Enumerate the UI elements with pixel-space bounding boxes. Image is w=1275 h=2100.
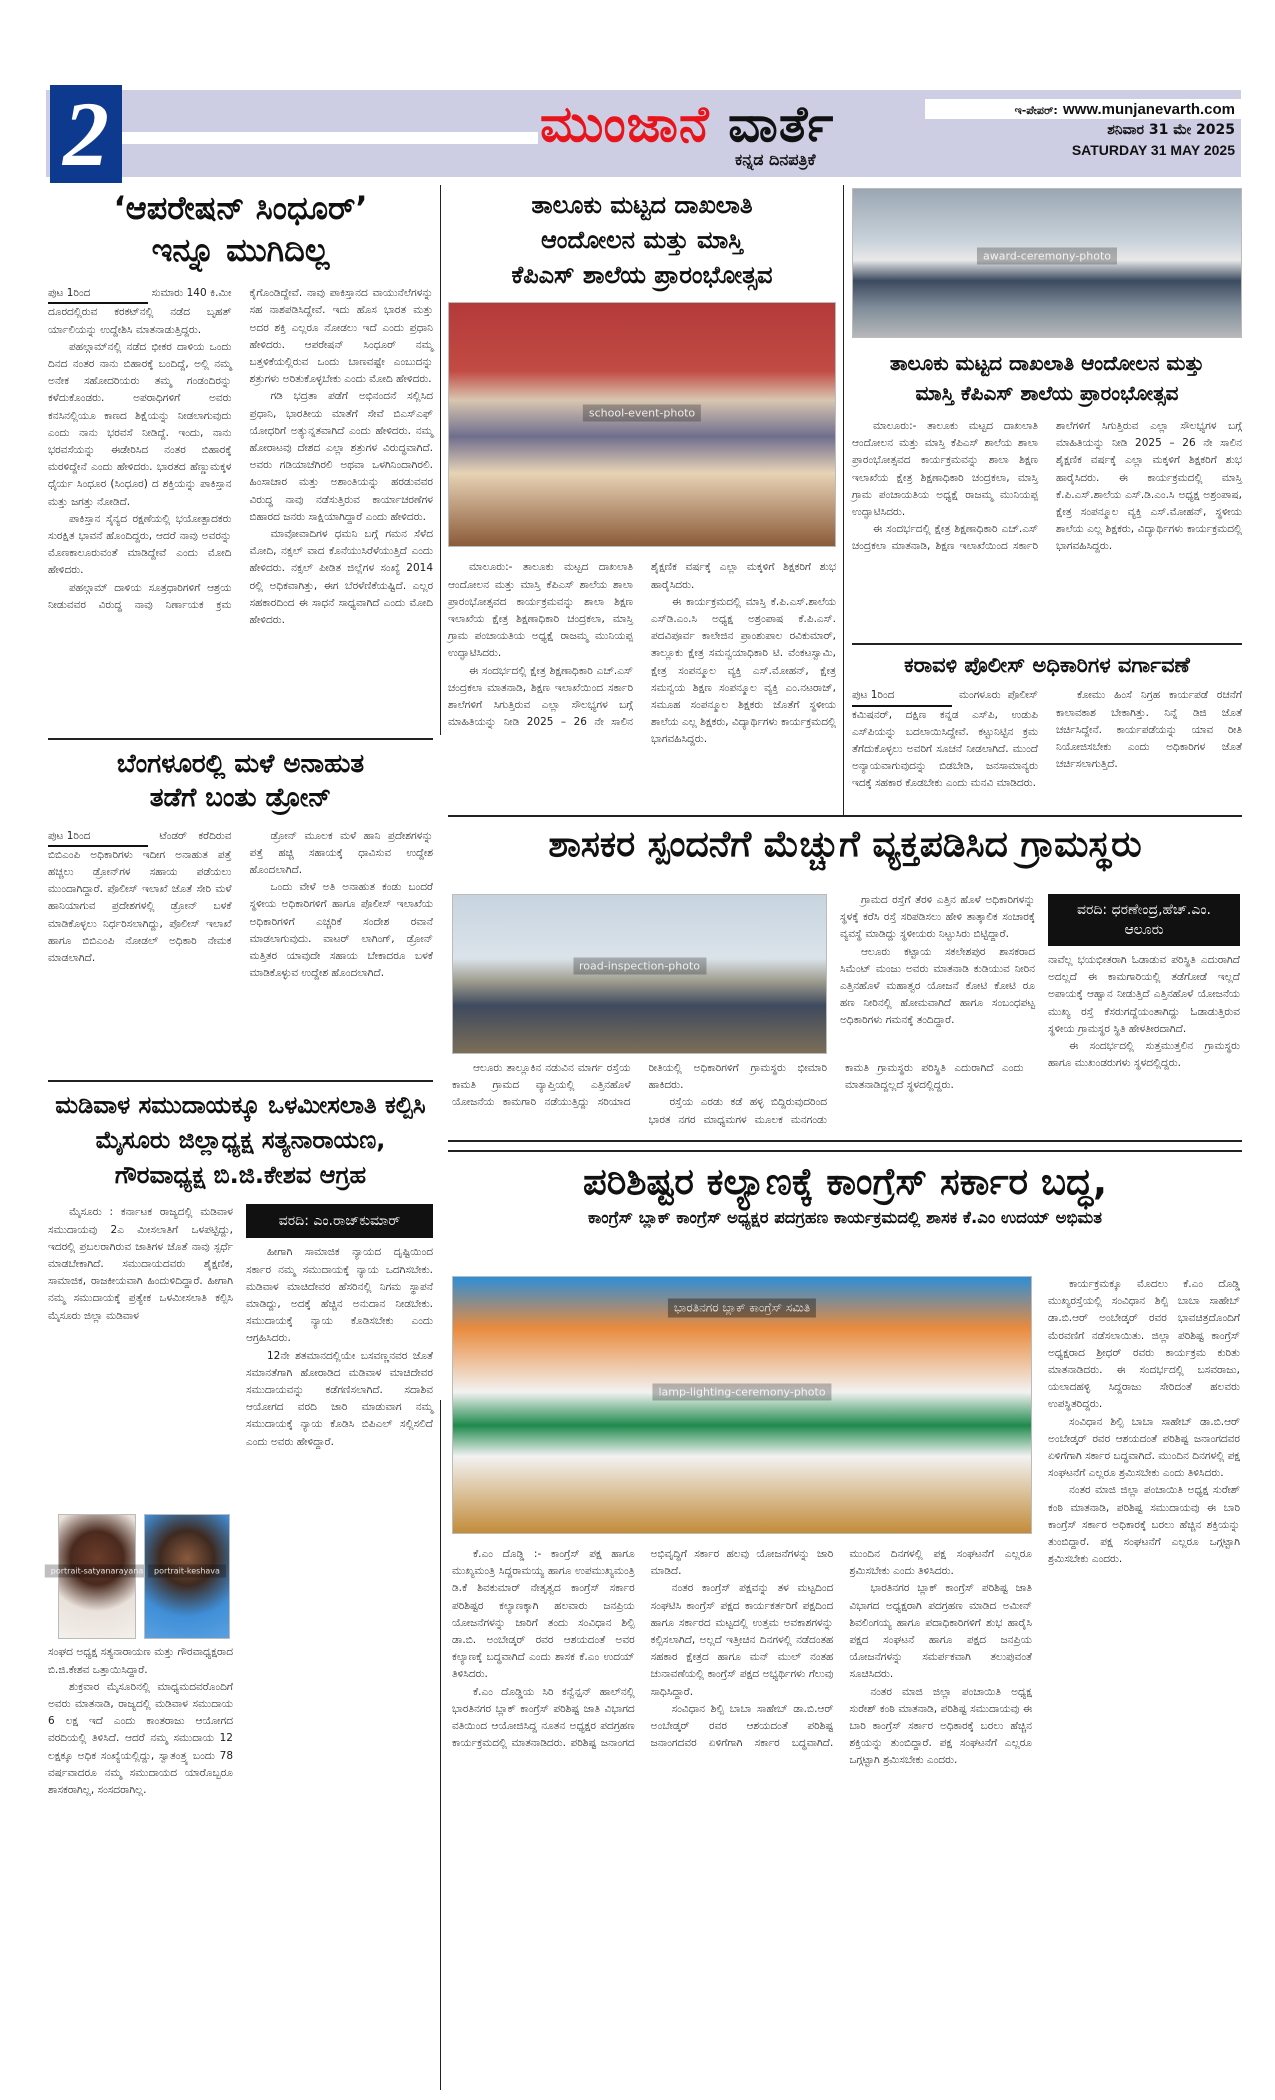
paragraph: ನಂತರ ಕಾಂಗ್ರೆಸ್ ಪಕ್ಷವನ್ನು ತಳ ಮಟ್ಟದಿಂದ ಸಂಘಟಿಸಿ ಕಾಂಗ್ರೆಸ್ ಪಕ್ಷದ ಕಾರ್ಯಕರ್ತರಿಗೆ ಪಕ್ಷದಿಂದ ಹಾಗೂ ಸರ್ಕಾರದ ಮಟ್ಟದಲ್ಲಿ ಉತ್ತಮ ಅವಕಾಶಗಳನ್ನು ಕಲ್ಪಿಸಲಾಗಿದೆ, ಅಲ್ಲದೆ ಇತ್ತೀಚಿನ ದಿನಗಳಲ್ಲಿ ನಡೆದಂತಹ ಸಹಕಾರ ಕ್ಷೇತ್ರದ ಹಾಗೂ ಮನ್ ಮುಲ್ ನಂತಹ ಚುನಾವಣೆಯಲ್ಲಿ ಕಾಂಗ್ರೆಸ್ ಪಕ್ಷದ ಅಭ್ಯರ್ಥಿಗಳು ಗೆಲುವು ಸಾಧಿಸಿದ್ದಾರೆ. bbox=[650, 1582, 834, 1698]
lamp-lighting-ceremony-photo bbox=[452, 1276, 1032, 1534]
byline bbox=[1048, 894, 1240, 946]
paragraph: ಹೀಗಾಗಿ ಸಾಮಾಜಿಕ ನ್ಯಾಯದ ದೃಷ್ಟಿಯಿಂದ ಸರ್ಕಾರ ನಮ್ಮ ಸಮುದಾಯಕ್ಕೆ ನ್ಯಾಯ ಒದಗಿಸಬೇಕು. ಮಡಿವಾಳ ಮಾಚಿದೇವರ ಹೆಸರಿನಲ್ಲಿ ನಿಗಮ ಸ್ಥಾಪನೆ ಮಾಡಿದ್ದು, ಅದಕ್ಕೆ ಹೆಚ್ಚಿನ ಅನುದಾನ ನೀಡಬೇಕು. ಸಮುದಾಯಕ್ಕೆ ನ್ಯಾಯ ಕೊಡಿಸಬೇಕು ಎಂದು ಆಗ್ರಹಿಸಿದರು. bbox=[246, 1246, 433, 1345]
article-body-col4 bbox=[1048, 952, 1240, 1130]
epaper-label: ಇ-ಪೇಪರ್: bbox=[1014, 104, 1058, 117]
headline bbox=[448, 188, 836, 292]
paragraph: ಆಲೂರು ತಾಲ್ಲೂಕಿನ ನಡುವಿನ ಮಾರ್ಗ ರಸ್ತೆಯ ಕಾಮತಿ ಗ್ರಾಮದ ವ್ಯಾಪ್ತಿಯಲ್ಲಿ ಎತ್ತಿನಹೊಳೆ ಯೋಜನೆಯ ಕಾಮಗಾರಿ ನಡೆಯುತ್ತಿದ್ದು ಸರಿಯಾದ ರೀತಿಯಲ್ಲಿ ಅಧಿಕಾರಿಗಳಿಗೆ ಗ್ರಾಮಸ್ಥರು ಭೀಮಾರಿ ಹಾಕಿದರು. bbox=[452, 1062, 827, 1109]
article-body bbox=[48, 828, 433, 1053]
epaper-link[interactable] bbox=[925, 99, 1241, 119]
headline bbox=[852, 348, 1242, 408]
headline bbox=[48, 748, 433, 816]
article-body-below-photo bbox=[452, 1060, 1024, 1130]
paragraph: ಒಂದು ವೇಳೆ ಅತಿ ಅನಾಹುತ ಕಂಡು ಬಂದರೆ ಸ್ಥಳೀಯ ಅಧಿಕಾರಿಗಳಿಗೆ ಹಾಗೂ ಪೊಲೀಸ್ ಇಲಾಖೆಯ ಅಧಿಕಾರಿಗಳಿಗೆ ಎಚ್ಚರಿಕೆ ಸಂದೇಶ ರವಾನೆ ಮಾಡಲಾಗುವುದು. ವಾಟರ್ ಲಾಗಿಂಗ್, ಡ್ರೋನ್ ಮತ್ತಿತರ ಯಾವುದೇ ಸಹಾಯ ಬೇಕಾದರೂ ಬಳಕೆ ಮಾಡಿಕೊಳ್ಳುವ ಉದ್ದೇಶ ಹೊಂದಲಾಗಿದೆ. bbox=[249, 881, 433, 980]
paragraph: ಮೈಸೂರು : ಕರ್ನಾಟಕ ರಾಜ್ಯದಲ್ಲಿ ಮಡಿವಾಳ ಸಮುದಾಯವು 2ಎ ಮೀಸಲಾತಿಗೆ ಒಳಪಟ್ಟಿದ್ದು, ಇದರಲ್ಲಿ ಪ್ರಬಲರಾಗಿರುವ ಜಾತಿಗಳ ಜೊತೆ ನಾವು ಸ್ಪರ್ಧೆ ಮಾಡಬೇಕಾಗಿದೆ. ಸಮುದಾಯದವರು ಶೈಕ್ಷಣಿಕ, ಸಾಮಾಜಿಕ, ರಾಜಕೀಯವಾಗಿ ಹಿಂದುಳಿದಿದ್ದಾರೆ. ಹೀಗಾಗಿ ನಮ್ಮ ಸಮುದಾಯಕ್ಕೆ ಪ್ರತ್ಯೇಕ ಒಳಮೀಸಲಾತಿ ಕಲ್ಪಿಸಿ ಮೈಸೂರು ಜಿಲ್ಲಾ ಮಡಿವಾಳ bbox=[48, 1206, 233, 1322]
section-rule bbox=[48, 738, 433, 740]
article-body bbox=[852, 687, 1242, 807]
article-body-col2 bbox=[246, 1244, 433, 2064]
article-body bbox=[448, 559, 836, 804]
headline: ಕರಾವಳಿ ಪೊಲೀಸ್ ಅಧಿಕಾರಿಗಳ ವರ್ಗಾವಣೆ bbox=[904, 653, 1190, 677]
headline-line: ಕೆಪಿಎಸ್ ಶಾಲೆಯ ಪ್ರಾರಂಭೋತ್ಸವ bbox=[511, 260, 773, 289]
paragraph: ಕೋಮು ಹಿಂಸೆ ನಿಗ್ರಹ ಕಾರ್ಯಪಡೆ ರಚನೆಗೆ ಕಾಲಾವಕಾಶ ಬೇಕಾಗಿತ್ತು. ನಿನ್ನೆ ಡಿಜಿ ಜೊತೆ ಚರ್ಚಿಸಿದ್ದೇನೆ. ಕಾರ್ಯಪಡೆಯನ್ನು ಯಾವ ರೀತಿ ನಿಯೋಜಿಸಬೇಕು ಎಂದು ಅಧಿಕಾರಿಗಳ ಜೊತೆ ಚರ್ಚಿಸಲಾಗುತ್ತಿದೆ. bbox=[1056, 689, 1242, 771]
tagline: ಕನ್ನಡ ದಿನಪತ್ರಿಕೆ bbox=[735, 150, 816, 169]
paragraph: ಕೆ.ಎಂ ದೊಡ್ಡಿಯ ಸಿರಿ ಕನ್ವೆನ್ಷನ್ ಹಾಲ್‌ನಲ್ಲಿ ಭಾರತಿನಗರ ಬ್ಲಾಕ್ ಕಾಂಗ್ರೆಸ್ ಪರಿಶಿಷ್ಟ ಜಾತಿ ವಿಭಾಗದ ವತಿಯಿಂದ ಆಯೋಜಿಸಿದ್ದ ನೂತನ ಅಧ್ಯಕ್ಷರ ಪದಗ್ರಹಣ ಕಾರ್ಯಕ್ರಮದಲ್ಲಿ ಮಾತನಾಡಿದರು. ಪರಿಶಿಷ್ಟ ಜನಾಂಗದ ಅಭಿವೃದ್ಧಿಗೆ ಸರ್ಕಾರ ಹಲವು ಯೋಜನೆಗಳನ್ನು ಜಾರಿ ಮಾಡಿದೆ. bbox=[452, 1548, 834, 1750]
paragraph: ಈ ಸಂದರ್ಭದಲ್ಲಿ ಕ್ಷೇತ್ರ ಶಿಕ್ಷಣಾಧಿಕಾರಿ ಎಚ್.ಎಸ್ ಚಂದ್ರಕಲಾ ಮಾತನಾಡಿ, ಶಿಕ್ಷಣ ಇಲಾಖೆಯಿಂದ ಸರ್ಕಾರಿ ಶಾಲೆಗಳಿಗೆ ಸಿಗುತ್ತಿರುವ ಎಲ್ಲಾ ಸೌಲಭ್ಯಗಳ ಬಗ್ಗೆ ಮಾಹಿತಿಯನ್ನು ನೀಡಿ 2025 – 26 ನೇ ಸಾಲಿನ ಶೈಕ್ಷಣಿಕ ವರ್ಷಕ್ಕೆ ಎಲ್ಲಾ ಮಕ್ಕಳಿಗೆ ಶಿಕ್ಷಕರಿಗೆ ಶುಭ ಹಾರೈಸಿದರು. bbox=[448, 561, 836, 729]
headline-line: ತಾಲೂಕು ಮಟ್ಟದ ದಾಖಲಾತಿ ಆಂದೋಲನ ಮತ್ತು bbox=[889, 351, 1205, 375]
headline bbox=[48, 1088, 433, 1192]
paragraph: ಪಹಲ್ಗಾಮ್ ದಾಳಿಯ ಸೂತ್ರಧಾರಿಗಳಿಗೆ ಆಶ್ರಯ ನೀಡುವವರ ವಿರುದ್ಧ ನಾವು ನಿರ್ಣಾಯಕ ಕ್ರಮ ಕೈಗೊಂಡಿದ್ದೇವೆ. ನಾವು ಪಾಕಿಸ್ತಾನದ ವಾಯುನೆಲೆಗಳನ್ನು ಸಹ ನಾಶಪಡಿಸಿದ್ದೇವೆ. ಇದು ಹೊಸ ಭಾರತ ಮತ್ತು ಅದರ ಶಕ್ತಿ ಎಲ್ಲರೂ ನೋಡಲು ಇದೆ ಎಂದು ಪ್ರಧಾನಿ ಹೇಳಿದರು. ಆಪರೇಷನ್ ಸಿಂಧೂರ್ ನಮ್ಮ ಬತ್ತಳಿಕೆಯಲ್ಲಿರುವ ಒಂದು ಬಾಣವಷ್ಟೇ ಎಂಬುದನ್ನು ಶತ್ರುಗಳು ಅರಿತುಕೊಳ್ಳಬೇಕು ಎಂದು ಮೋದಿ ಹೇಳಿದರು. bbox=[48, 287, 433, 611]
article-congress bbox=[448, 1158, 1242, 2093]
paragraph: ಪಾಕಿಸ್ತಾನ ಸೈನ್ಯದ ರಕ್ಷಣೆಯಲ್ಲಿ ಭಯೋತ್ಪಾದಕರು ಸುರಕ್ಷಿತ ಭಾವನೆ ಹೊಂದಿದ್ದರು, ಆದರೆ ನಾವು ಅವರನ್ನು ಮೊಣಕಾಲೂರುವಂತೆ ಮಾಡಿದ್ದೇವೆ ಎಂದು ಮೋದಿ ಹೇಳಿದರು. bbox=[48, 512, 232, 577]
article-operation-sindoor bbox=[48, 188, 433, 733]
article-villagers-appreciation bbox=[448, 822, 1242, 1132]
photo-alt: portrait-keshava bbox=[148, 1564, 226, 1577]
section-rule bbox=[448, 815, 1242, 817]
article-police-transfer bbox=[852, 652, 1242, 812]
paragraph: ಮಾವೋವಾದಿಗಳ ಧಮನಿ ಬಗ್ಗೆ ಗಮನ ಸೆಳೆದ ಮೋದಿ, ನಕ್ಸಲ್ ವಾದ ಕೊನೆಯುಸಿರೆಳೆಯುತ್ತಿದೆ ಎಂದು ಹೇಳಿದರು. ನಕ್ಸಲ್ ಪೀಡಿತ ಜಿಲ್ಲೆಗಳ ಸಂಖ್ಯೆ 2014 ರಲ್ಲಿ ಅಧಿಕವಾಗಿತ್ತು, ಈಗ ಬೆರಳೆಣಿಕೆಯಷ್ಟಿದೆ. ಎಲ್ಲರ ಸಹಕಾರದಿಂದ ಈ ಸಾಧನೆ ಸಾಧ್ಯವಾಗಿದೆ ಎಂದು ಮೋದಿ ಹೇಳಿದರು. bbox=[249, 528, 433, 627]
continued-from: ಪುಟ 1ರಿಂದ bbox=[48, 285, 148, 304]
paragraph: ಮಾಲೂರು:- ತಾಲೂಕು ಮಟ್ಟದ ದಾಖಲಾತಿ ಆಂದೋಲನ ಮತ್ತು ಮಾಸ್ತಿ ಕೆಪಿಎಸ್ ಶಾಲೆಯ ಶಾಲಾ ಪ್ರಾರಂಭೋತ್ಸವದ ಕಾರ್ಯಕ್ರಮವನ್ನು ಶಾಲಾ ಶಿಕ್ಷಣ ಇಲಾಖೆಯ ಕ್ಷೇತ್ರ ಶಿಕ್ಷಣಾಧಿಕಾರಿ ಚಂದ್ರಕಲಾ, ಮಾಸ್ತಿ ಗ್ರಾಮ ಪಂಚಾಯತಿಯ ಅಧ್ಯಕ್ಷೆ ರಾಜಮ್ಮ ಮುನಿಯಪ್ಪ ಉದ್ಘಾಟಿಸಿದರು. bbox=[852, 420, 1038, 519]
paragraph: ಸುಮಾರು 140 ಕಿ.ಮೀ ದೂರದಲ್ಲಿರುವ ಕರಕಟ್‌ನಲ್ಲಿ ನಡೆದ ಬೃಹತ್ ರ್ಯಾಲಿಯನ್ನು ಉದ್ದೇಶಿಸಿ ಮಾತನಾಡುತ್ತಿದ್ದರು. bbox=[48, 287, 232, 336]
paragraph: ಆಲೂರು ಕಟ್ಟಾಯ ಸಕಲೇಶಪುರ ಶಾಸಕರಾದ ಸಿಮೆಂಟ್ ಮಂಜು ಅವರು ಮಾತನಾಡಿ ಕುಡಿಯುವ ನೀರಿನ ಎತ್ತಿನಹೊಳೆ ಮಹಾತ್ವರ ಯೋಜನೆ ಕೋಟಿ ಕೋಟಿ ರೂ ಹಣ ನೀರಿನಲ್ಲಿ ಹೋಮವಾಗಿದೆ ಹಾಗೂ ಸಂಬಂಧಪಟ್ಟ ಅಧಿಕಾರಿಗಳು ಗಮನಕ್ಕೆ ತಂದಿದ್ದಾರೆ. bbox=[840, 945, 1035, 1027]
road-inspection-photo bbox=[452, 894, 827, 1054]
paragraph: ಸಂವಿಧಾನ ಶಿಲ್ಪಿ ಬಾಬಾ ಸಾಹೇಬ್ ಡಾ.ಬಿ.ಆರ್ ಅಂಬೇಡ್ಕರ್ ರವರ ಆಶಯದಂತೆ ಪರಿಶಿಷ್ಟ ಜನಾಂಗದವರ ಏಳಿಗೆಗಾಗಿ ಸರ್ಕಾರ ಬದ್ಧವಾಗಿದೆ. ಮುಂದಿನ ದಿನಗಳಲ್ಲಿ ಪಕ್ಷ ಸಂಘಟನೆಗೆ ಎಲ್ಲರೂ ಶ್ರಮಿಸಬೇಕು ಎಂದು ತಿಳಿಸಿದರು. bbox=[1048, 1415, 1240, 1480]
logo-word-red: ಮುಂಜಾನೆ bbox=[540, 95, 710, 153]
photo-alt: school-event-photo bbox=[583, 404, 701, 421]
article-body-col1 bbox=[48, 1204, 233, 1504]
headline bbox=[48, 188, 433, 271]
section-rule bbox=[448, 1150, 1242, 1152]
paragraph: ಈ ಸಂದರ್ಭದಲ್ಲಿ ಸುತ್ತಮುತ್ತಲಿನ ಗ್ರಾಮಸ್ಥರು ಹಾಗೂ ಮುಖಂಡರುಗಳು ಸ್ಥಳದಲ್ಲಿದ್ದರು. bbox=[1048, 1040, 1240, 1070]
section-rule bbox=[448, 1140, 1242, 1142]
headline-line: ‘ಆಪರೇಷನ್ ಸಿಂಧೂರ್’ bbox=[113, 189, 368, 227]
paragraph: ಕೆ.ಎಂ ದೊಡ್ಡಿ :- ಕಾಂಗ್ರೆಸ್ ಪಕ್ಷ ಹಾಗೂ ಮುಖ್ಯಮಂತ್ರಿ ಸಿದ್ದರಾಮಯ್ಯ ಹಾಗೂ ಉಪಮುಖ್ಯಮಂತ್ರಿ ಡಿ.ಕೆ ಶಿವಕುಮಾರ್ ನೇತೃತ್ವದ ಕಾಂಗ್ರೆಸ್ ಸರ್ಕಾರ ಪರಿಶಿಷ್ಟರ ಕಲ್ಯಾಣಕ್ಕಾಗಿ ಹಲವಾರು ಜನಪ್ರಿಯ ಯೋಜನೆಗಳನ್ನು ಜಾರಿಗೆ ತಂದು ಸಂವಿಧಾನ ಶಿಲ್ಪಿ ಡಾ.ಬಿ. ಅಂಬೇಡ್ಕರ್ ರವರ ಆಶಯದಂತೆ ಅವರ ಕಲ್ಯಾಣಕ್ಕೆ ಬದ್ಧವಾಗಿದೆ ಎಂದು ಶಾಸಕ ಕೆ.ಎಂ ಉದಯ್ ತಿಳಿಸಿದರು. bbox=[452, 1548, 635, 1681]
paragraph: ಮಂಗಳೂರು ಪೊಲೀಸ್ ಕಮಿಷನರ್, ದಕ್ಷಿಣ ಕನ್ನಡ ಎಸ್‌ಪಿ, ಉಡುಪಿ ಎಸ್‌ಪಿಯನ್ನು ಬದಲಾಯಿಸಿದ್ದೇವೆ. ಕಟ್ಟುನಿಟ್ಟಿನ ಕ್ರಮ ತೆಗೆದುಕೊಳ್ಳಲು ಅವರಿಗೆ ಸೂಚನೆ ನೀಡಲಾಗಿದೆ. ಮುಂದೆ ಅನ್ಯಾಯವಾಗುವುದನ್ನು ಬಿಡಬೇಡಿ, ಜನಸಾಮಾನ್ಯರು ಇದಕ್ಕೆ ಸಹಕಾರ ಕೊಡಬೇಕು ಎಂದು ಮನವಿ ಮಾಡಿದರು. bbox=[852, 689, 1038, 790]
headline-line: ಇನ್ನೂ ಮುಗಿದಿಲ್ಲ bbox=[151, 230, 330, 269]
newspaper-logo bbox=[540, 92, 834, 156]
byline: ವರದಿ: ಎಂ.ರಾಜ್‌ಕುಮಾರ್ bbox=[246, 1204, 433, 1238]
byline-reporter: ವರದಿ: ಧರಣೇಂದ್ರ,ಹೆಚ್.ಎಂ. bbox=[1076, 902, 1212, 918]
portrait-photo bbox=[144, 1514, 230, 1639]
paragraph: ಸಂವಿಧಾನ ಶಿಲ್ಪಿ ಬಾಬಾ ಸಾಹೇಬ್ ಡಾ.ಬಿ.ಆರ್ ಅಂಬೇಡ್ಕರ್ ರವರ ಆಶಯದಂತೆ ಪರಿಶಿಷ್ಟ ಜನಾಂಗದವರ ಏಳಿಗೆಗಾಗಿ ಸರ್ಕಾರ ಬದ್ಧವಾಗಿದೆ. ಮುಂದಿನ ದಿನಗಳಲ್ಲಿ ಪಕ್ಷ ಸಂಘಟನೆಗೆ ಎಲ್ಲರೂ ಶ್ರಮಿಸಬೇಕು ಎಂದು ತಿಳಿಸಿದರು. bbox=[650, 1548, 1032, 1750]
paragraph: ಶುಕ್ರವಾರ ಮೈಸೂರಿನಲ್ಲಿ ಮಾಧ್ಯಮದವರೊಂದಿಗೆ ಅವರು ಮಾತನಾಡಿ, ರಾಜ್ಯದಲ್ಲಿ ಮಡಿವಾಳ ಸಮುದಾಯ 6 ಲಕ್ಷ ಇದೆ ಎಂದು ಕಾಂತರಾಜು ಆಯೋಗದ ವರದಿಯಲ್ಲಿ ತಿಳಿಸಿದೆ. ಆದರೆ ನಮ್ಮ ಸಮುದಾಯ 12 ಲಕ್ಷಕ್ಕೂ ಅಧಿಕ ಸಂಖ್ಯೆಯಲ್ಲಿದ್ದು, ಸ್ವಾತಂತ್ರ್ಯ ಬಂದು 78 ವರ್ಷವಾದರೂ ನಮ್ಮ ಸಮುದಾಯದ ಯಾರೊಬ್ಬರೂ ಶಾಸಕರಾಗಿಲ್ಲ, ಸಂಸದರಾಗಿಲ್ಲ. bbox=[48, 1680, 233, 1797]
paragraph: ರಸ್ತೆಯ ಎರಡು ಕಡೆ ಹಳ್ಳ ಬಿದ್ದಿರುವುದರಿಂದ ಭಾರತ ನಗರ ಮಾಧ್ಯಮಗಳ ಮೂಲಕ ಮನಗಂಡು ಕಾಮತಿ ಗ್ರಾಮಸ್ಥರು ಪರಿಸ್ಥಿತಿ ಎದುರಾಗಿದೆ ಎಂದು ಮಾತನಾಡಿದ್ದಲ್ಲದೆ ಸ್ಥಳದಲ್ಲಿದ್ದರು. bbox=[648, 1062, 1024, 1126]
photo-caption: ಸಂಘದ ಅಧ್ಯಕ್ಷ ಸತ್ಯನಾರಾಯಣ ಮತ್ತು ಗೌರವಾಧ್ಯಕ್ಷರಾದ ಬಿ.ಜಿ.ಕೇಶವ ಒತ್ತಾಯಿಸಿದ್ದಾರೆ. bbox=[48, 1646, 233, 1676]
column-divider bbox=[440, 1400, 441, 2090]
headline: ಶಾಸಕರ ಸ್ಪಂದನೆಗೆ ಮೆಚ್ಚುಗೆ ವ್ಯಕ್ತಪಡಿಸಿದ ಗ್ರಾಮಸ್ಥರು bbox=[548, 824, 1142, 865]
paragraph: ನಂತರ ಮಾಜಿ ಜಿಲ್ಲಾ ಪಂಚಾಯಿತಿ ಅಧ್ಯಕ್ಷ ಸುರೇಶ್ ಕಂಠಿ ಮಾತನಾಡಿ, ಪರಿಶಿಷ್ಟ ಸಮುದಾಯವು ಈ ಬಾರಿ ಕಾಂಗ್ರೆಸ್ ಸರ್ಕಾರ ಅಧಿಕಾರಕ್ಕೆ ಬರಲು ಹೆಚ್ಚಿನ ಶಕ್ತಿಯನ್ನು ತುಂಬಿದ್ದಾರೆ. ಪಕ್ಷ ಸಂಘಟನೆಗೆ ಎಲ್ಲರೂ ಒಗ್ಗಟ್ಟಾಗಿ ಶ್ರಮಿಸಬೇಕು ಎಂದರು. bbox=[849, 1685, 1032, 1767]
article-body bbox=[48, 285, 433, 715]
logo-word-black: ವಾರ್ತೆ bbox=[728, 95, 835, 153]
article-body-side bbox=[1048, 1276, 1240, 2086]
paragraph: ಟೆಂಡರ್ ಕರೆದಿರುವ ಬಿಬಿಎಂಪಿ ಅಧಿಕಾರಿಗಳು ಇದೀಗ ಅನಾಹುತ ಪತ್ತೆ ಹಚ್ಚಲು ಡ್ರೋನ್‌ಗಳ ಸಹಾಯ ಪಡೆಯಲು ಮುಂದಾಗಿದ್ದಾರೆ. ಪೊಲೀಸ್ ಇಲಾಖೆ ಜೊತೆ ಸೇರಿ ಮಳೆ ಹಾನಿಯಾಗುವ ಪ್ರದೇಶಗಳಲ್ಲಿ ಡ್ರೋನ್ ಬಳಕೆ ಮಾಡಿಕೊಳ್ಳಲು ನಿರ್ಧರಿಸಲಾಗಿದ್ದು, ಪೊಲೀಸ್ ಇಲಾಖೆ ಹಾಗೂ ಬಿಬಿಎಂಪಿ ನೋಡಲ್ ಅಧಿಕಾರಿ ನೇಮಕ ಮಾಡಲಾಗಿದೆ. bbox=[48, 829, 232, 965]
headline-line: ತಾಲೂಕು ಮಟ್ಟದ ದಾಖಲಾತಿ bbox=[531, 191, 753, 219]
paragraph: ನಂತರ ಮಾಜಿ ಜಿಲ್ಲಾ ಪಂಚಾಯಿತಿ ಅಧ್ಯಕ್ಷ ಸುರೇಶ್ ಕಂಠಿ ಮಾತನಾಡಿ, ಪರಿಶಿಷ್ಟ ಸಮುದಾಯವು ಈ ಬಾರಿ ಕಾಂಗ್ರೆಸ್ ಸರ್ಕಾರ ಅಧಿಕಾರಕ್ಕೆ ಬರಲು ಹೆಚ್ಚಿನ ಶಕ್ತಿಯನ್ನು ತುಂಬಿದ್ದಾರೆ. ಪಕ್ಷ ಸಂಘಟನೆಗೆ ಎಲ್ಲರೂ ಒಗ್ಗಟ್ಟಾಗಿ ಶ್ರಮಿಸಬೇಕು ಎಂದರು. bbox=[1048, 1484, 1240, 1566]
paragraph: ಗಡಿ ಭದ್ರತಾ ಪಡೆಗೆ ಅಭಿನಂದನೆ ಸಲ್ಲಿಸಿದ ಪ್ರಧಾನಿ, ಭಾರತೀಯ ಮಾತೆಗೆ ಸೇವೆ ಬಿಎಸ್‌ಎಫ್ ಯೋಧರಿಗೆ ಅತ್ಯುನ್ನತವಾಗಿದೆ ಎಂದು ಹೇಳಿದರು. ನಮ್ಮ ಹೋರಾಟವು ದೇಶದ ಎಲ್ಲಾ ಶತ್ರುಗಳ ವಿರುದ್ಧವಾಗಿದೆ. ಅವರು ಗಡಿಯಾಚೆಗಿರಲಿ ಅಥವಾ ಒಳಗಿನಿಂದಾಗಿರಲಿ. ಹಿಂಸಾಚಾರ ಮತ್ತು ಅಶಾಂತಿಯನ್ನು ಹರಡುವವರ ವಿರುದ್ಧ ನಾವು ನಡೆಸುತ್ತಿರುವ ಕಾರ್ಯಾಚರಣೆಗಳ ಬಿಹಾರದ ಜನರು ಸಾಕ್ಷಿಯಾಗಿದ್ದಾರೆ ಎಂದು ಹೇಳಿದರು. bbox=[249, 390, 433, 523]
headline-line: ಬೆಂಗಳೂರಲ್ಲಿ ಮಳೆ ಅನಾಹುತ bbox=[116, 749, 365, 779]
paragraph: ಕಾರ್ಯಕ್ರಮಕ್ಕೂ ಮೊದಲು ಕೆ.ಎಂ ದೊಡ್ಡಿ ಮುಖ್ಯರಸ್ತೆಯಲ್ಲಿ ಸಂವಿಧಾನ ಶಿಲ್ಪಿ ಬಾಬಾ ಸಾಹೇಬ್ ಡಾ.ಬಿ.ಆರ್ ಅಂಬೇಡ್ಕರ್ ರವರ ಭಾವಚಿತ್ರದೊಂದಿಗೆ ಮೆರವಣಿಗೆ ನಡೆಸಲಾಯಿತು. ಜಿಲ್ಲಾ ಪರಿಶಿಷ್ಟ ಕಾಂಗ್ರೆಸ್ ಅಧ್ಯಕ್ಷರಾದ ಶ್ರೀಧರ್ ರವರು ಕಾರ್ಯಕ್ರಮ ಕುರಿತು ಮಾತನಾಡಿದರು. ಈ ಸಂದರ್ಭದಲ್ಲಿ ಬಸವರಾಜು, ಯಲಾದಹಳ್ಳಿ ಸಿದ್ದರಾಜು ಸೇರಿದಂತೆ ಹಲವರು ಉಪಸ್ಥಿತರಿದ್ದರು. bbox=[1048, 1278, 1240, 1411]
paragraph: ಈ ಸಂದರ್ಭದಲ್ಲಿ ಕ್ಷೇತ್ರ ಶಿಕ್ಷಣಾಧಿಕಾರಿ ಎಚ್.ಎಸ್ ಚಂದ್ರಕಲಾ ಮಾತನಾಡಿ, ಶಿಕ್ಷಣ ಇಲಾಖೆಯಿಂದ ಸರ್ಕಾರಿ ಶಾಲೆಗಳಿಗೆ ಸಿಗುತ್ತಿರುವ ಎಲ್ಲಾ ಸೌಲಭ್ಯಗಳ ಬಗ್ಗೆ ಮಾಹಿತಿಯನ್ನು ನೀಡಿ 2025 – 26 ನೇ ಸಾಲಿನ ಶೈಕ್ಷಣಿಕ ವರ್ಷಕ್ಕೆ ಎಲ್ಲಾ ಮಕ್ಕಳಿಗೆ ಶಿಕ್ಷಕರಿಗೆ ಶುಭ ಹಾರೈಸಿದರು. ಈ ಕಾರ್ಯಕ್ರಮದಲ್ಲಿ ಮಾಸ್ತಿ ಕೆ.ಪಿ.ಎಸ್.ಶಾಲೆಯ ಎಸ್.ಡಿ.ಎಂ.ಸಿ ಅಧ್ಯಕ್ಷ ಅಶ್ರಂಪಾಷ, ಕ್ಷೇತ್ರ ಸಂಪನ್ಮೂಲ ವ್ಯಕ್ತಿ ಎಸ್.ಮೋಹನ್, ಸ್ಥಳೀಯ ಶಾಲೆಯ ಎಲ್ಲ ಶಿಕ್ಷಕರು, ವಿದ್ಯಾರ್ಥಿಗಳು ಕಾರ್ಯಕ್ರಮದಲ್ಲಿ ಭಾಗವಹಿಸಿದ್ದರು. bbox=[852, 420, 1242, 553]
column-divider bbox=[843, 185, 844, 815]
headline-line: ಆಂದೋಲನ ಮತ್ತು ಮಾಸ್ತಿ bbox=[540, 225, 744, 254]
website-url[interactable]: www.munjanevarth.com bbox=[1063, 101, 1235, 118]
continued-from: ಪುಟ 1ರಿಂದ bbox=[48, 828, 148, 847]
headline-line: ಮಡಿವಾಳ ಸಮುದಾಯಕ್ಕೂ ಒಳಮೀಸಲಾತಿ ಕಲ್ಪಿಸಿ bbox=[55, 1091, 426, 1119]
portrait-photo bbox=[50, 1514, 144, 1639]
paragraph: 12ನೇ ಶತಮಾನದಲ್ಲಿಯೇ ಬಸವಣ್ಣನವರ ಜೊತೆ ಸಮಾನತೆಗಾಗಿ ಹೋರಾಡಿದ ಮಡಿವಾಳ ಮಾಚಿದೇವರ ಸಮುದಾಯವನ್ನು ಕಡೆಗಣಿಸಲಾಗಿದೆ. ಸದಾಶಿವ ಆಯೋಗದ ವರದಿ ಜಾರಿ ಮಾಡುವಾಗ ನಮ್ಮ ಸಮುದಾಯಕ್ಕೆ ನ್ಯಾಯ ಕೊಡಿಸಿ ಬಿಪಿಎಲ್ ಸಲ್ಲಿಸಲಿದೆ ಎಂದು ಅವರು ಹೇಳಿದ್ದಾರೆ. bbox=[246, 1349, 433, 1448]
article-school-side bbox=[852, 188, 1242, 633]
subheadline: ಕಾಂಗ್ರೆಸ್ ಬ್ಲಾಕ್ ಕಾಂಗ್ರೆಸ್ ಅಧ್ಯಕ್ಷರ ಪದಗ್ರಹಣ ಕಾರ್ಯಕ್ರಮದಲ್ಲಿ ಶಾಸಕ ಕೆ.ಎಂ ಉದಯ್ ಅಭಿಮತ bbox=[588, 1208, 1102, 1228]
article-bengaluru-drone bbox=[48, 748, 433, 1073]
photo-alt: road-inspection-photo bbox=[573, 958, 706, 975]
paragraph: ಈ ಕಾರ್ಯಕ್ರಮದಲ್ಲಿ ಮಾಸ್ತಿ ಕೆ.ಪಿ.ಎಸ್.ಶಾಲೆಯ ಎಸ್‌ಡಿ.ಎಂ.ಸಿ ಅಧ್ಯಕ್ಷ ಅಶ್ರಂಪಾಷ ಕೆ.ಪಿ.ಎಸ್. ಪದವಿಪೂರ್ವ ಕಾಲೇಜಿನ ಪ್ರಾಂಶುಪಾಲ ರವಿಕುಮಾರ್, ತಾಲ್ಲೂಕು ಕ್ಷೇತ್ರ ಸಮನ್ವಯಾಧಿಕಾರಿ ಟಿ. ವೆಂಕಟಸ್ವಾಮಿ, ಕ್ಷೇತ್ರ ಸಂಪನ್ಮೂಲ ವ್ಯಕ್ತಿ ಎಸ್.ಮೋಹನ್, ಕ್ಷೇತ್ರ ಸಮನ್ವಯ ಶಿಕ್ಷಣ ಸಂಪನ್ಮೂಲ ವ್ಯಕ್ತಿ ಎಂ.ನಟರಾಜ್, ಸಮೂಹ ಸಂಪನ್ಮೂಲ ಶಿಕ್ಷಕರು ಜೊತೆಗೆ ಸ್ಥಳೀಯ ಶಾಲೆಯ ಎಲ್ಲ ಶಿಕ್ಷಕರು, ವಿದ್ಯಾರ್ಥಿಗಳು ಕಾರ್ಯಕ್ರಮದಲ್ಲಿ ಭಾಗವಹಿಸಿದ್ದರು. bbox=[651, 595, 836, 746]
headline-line: ಗೌರವಾಧ್ಯಕ್ಷ ಬಿ.ಜಿ.ಕೇಶವ ಆಗ್ರಹ bbox=[114, 1160, 367, 1189]
page-number-badge: 2 bbox=[50, 85, 122, 183]
article-body bbox=[852, 418, 1242, 618]
photo-alt: portrait-satyanarayana bbox=[45, 1564, 149, 1577]
school-event-photo bbox=[448, 302, 836, 547]
byline-place: ಆಲೂರು bbox=[1124, 922, 1164, 938]
paragraph: ಭಾರತಿನಗರ ಬ್ಲಾಕ್ ಕಾಂಗ್ರೆಸ್ ಪರಿಶಿಷ್ಟ ಜಾತಿ ವಿಭಾಗದ ಅಧ್ಯಕ್ಷರಾಗಿ ಪದಗ್ರಹಣ ಮಾಡಿದ ಅಮೀನ್ ಶಿವಲಿಂಗಯ್ಯ ಹಾಗೂ ಪದಾಧಿಕಾರಿಗಳಿಗೆ ಶುಭ ಹಾರೈಸಿ ಪಕ್ಷದ ಸಂಘಟನೆ ಹಾಗೂ ಪಕ್ಷದ ಜನಪ್ರಿಯ ಯೋಜನೆಗಳನ್ನು ಸಮರ್ಪಕವಾಗಿ ತಲುಪುವಂತೆ ಸೂಚಿಸಿದರು. bbox=[849, 1582, 1032, 1681]
article-madiwala bbox=[48, 1088, 433, 2093]
photo-alt: award-ceremony-photo bbox=[977, 247, 1117, 264]
date-english: SATURDAY 31 MAY 2025 bbox=[1071, 142, 1235, 158]
masthead-stripe bbox=[120, 132, 538, 144]
paragraph: ನಾವೆಲ್ಲ ಭಯಭೀತರಾಗಿ ಓಡಾಡುವ ಪರಿಸ್ಥಿತಿ ಎದುರಾಗಿದೆ ಅದಲ್ಲದೆ ಈ ಕಾಮಗಾರಿಯಲ್ಲಿ ತಡೆಗೋಡೆ ಇಲ್ಲದೆ ಅಪಾಯಕ್ಕೆ ಆಹ್ವಾನ ನೀಡುತ್ತಿದೆ ಎತ್ತಿನಹೊಳೆ ಯೋಜನೆಯ ಮುಖ್ಯ ರಸ್ತೆ ಕೆಸರುಗದ್ದೆಯಂತಾಗಿದ್ದು ಓಡಾಡುತ್ತಿರುವ ಸ್ಥಳೀಯ ಗ್ರಾಮಸ್ಥರ ಸ್ಥಿತಿ ಹೇಳತೀರದಾಗಿದೆ. bbox=[1048, 954, 1240, 1035]
column-divider bbox=[440, 185, 441, 735]
paragraph: ಪಹಲ್ಗಾಮ್‌ನಲ್ಲಿ ನಡೆದ ಭೀಕರ ದಾಳಿಯ ಒಂದು ದಿನದ ನಂತರ ನಾನು ಬಿಹಾರಕ್ಕೆ ಬಂದಿದ್ದೆ, ಅಲ್ಲಿ ನಮ್ಮ ಅನೇಕ ಸಹೋದರಿಯರು ತಮ್ಮ ಗಂಡಂದಿರನ್ನು ಕಳೆದುಕೊಂಡರು. ಅಪರಾಧಿಗಳಿಗೆ ಅವರು ಕನಸಿನಲ್ಲಿಯೂ ಕಾಣದ ಶಿಕ್ಷೆಯನ್ನು ನೀಡಲಾಗುವುದು ಎಂದು ನಾನು ಭರವಸೆ ನೀಡಿದ್ದೆ. ಇಂದು, ನಾನು ಭರವಸೆಯನ್ನು ಈಡೇರಿಸಿದ ನಂತರ ಬಿಹಾರಕ್ಕೆ ಮರಳಿದ್ದೇನೆ ಎಂದು ಹೇಳಿದರು. ಭಾರತದ ಹೆಣ್ಣುಮಕ್ಕಳ ಧೈರ್ಯ ಸಿಂಧೂರ (ಸಿಂಧೂರ) ದ ಶಕ್ತಿಯನ್ನು ಪಾಕಿಸ್ತಾನ ಮತ್ತು ಜಗತ್ತು ನೋಡಿದೆ. bbox=[48, 340, 232, 508]
headline-line: ಮೈಸೂರು ಜಿಲ್ಲಾಧ್ಯಕ್ಷ ಸತ್ಯನಾರಾಯಣ, bbox=[95, 1125, 386, 1154]
date-kannada: ಶನಿವಾರ 31 ಮೇ 2025 bbox=[1107, 122, 1235, 138]
section-rule bbox=[852, 643, 1242, 645]
paragraph: ಗ್ರಾಮದ ರಸ್ತೆಗೆ ತೆರಳಿ ಎತ್ತಿನ ಹೊಳೆ ಅಧಿಕಾರಿಗಳನ್ನು ಸ್ಥಳಕ್ಕೆ ಕರೆಸಿ ರಸ್ತೆ ಸರಿಪಡಿಸಲು ಹೇಳಿ ತಾತ್ಕಾಲಿಕ ಸಂಚಾರಕ್ಕೆ ವ್ಯವಸ್ಥೆ ಮಾಡಿದ್ದು ಸ್ಥಳೀಯರು ನಿಟ್ಟುಸಿರು ಬಿಟ್ಟಿದ್ದಾರೆ. bbox=[840, 894, 1035, 941]
headline-line: ಮಾಸ್ತಿ ಕೆಪಿಎಸ್ ಶಾಲೆಯ ಪ್ರಾರಂಭೋತ್ಸವ bbox=[915, 381, 1179, 405]
article-body-col1b bbox=[48, 1644, 233, 2064]
article-body-main bbox=[452, 1546, 1032, 2086]
article-school-main bbox=[448, 188, 836, 808]
headline: ಪರಿಶಿಷ್ಟರ ಕಲ್ಯಾಣಕ್ಕೆ ಕಾಂಗ್ರೆಸ್ ಸರ್ಕಾರ ಬದ್ಧ, bbox=[582, 1160, 1107, 1203]
section-rule bbox=[48, 1080, 433, 1082]
headline-line: ತಡೆಗೆ ಬಂತು ಡ್ರೋನ್ bbox=[149, 782, 332, 813]
paragraph: ಡ್ರೋನ್ ಮೂಲಕ ಮಳೆ ಹಾನಿ ಪ್ರದೇಶಗಳನ್ನು ಪತ್ತೆ ಹಚ್ಚಿ ಸಹಾಯಕ್ಕೆ ಧಾವಿಸುವ ಉದ್ದೇಶ ಹೊಂದಲಾಗಿದೆ. bbox=[249, 829, 433, 876]
photo-alt: lamp-lighting-ceremony-photo bbox=[652, 1384, 831, 1401]
paragraph: ಮಾಲೂರು:- ತಾಲೂಕು ಮಟ್ಟದ ದಾಖಲಾತಿ ಆಂದೋಲನ ಮತ್ತು ಮಾಸ್ತಿ ಕೆಪಿಎಸ್ ಶಾಲೆಯ ಶಾಲಾ ಪ್ರಾರಂಭೋತ್ಸವದ ಕಾರ್ಯಕ್ರಮವನ್ನು ಶಾಲಾ ಶಿಕ್ಷಣ ಇಲಾಖೆಯ ಕ್ಷೇತ್ರ ಶಿಕ್ಷಣಾಧಿಕಾರಿ ಚಂದ್ರಕಲಾ, ಮಾಸ್ತಿ ಗ್ರಾಮ ಪಂಚಾಯತಿಯ ಅಧ್ಯಕ್ಷೆ ರಾಜಮ್ಮ ಮುನಿಯಪ್ಪ ಉದ್ಘಾಟಿಸಿದರು. bbox=[448, 561, 633, 660]
article-body-col3 bbox=[840, 892, 1035, 1130]
photo-banner-text: ಭಾರತಿನಗರ ಬ್ಲಾಕ್ ಕಾಂಗ್ರೆಸ್ ಸಮಿತಿ bbox=[668, 1298, 816, 1317]
award-ceremony-photo bbox=[852, 188, 1242, 338]
continued-from: ಪುಟ 1ರಿಂದ bbox=[852, 687, 952, 706]
